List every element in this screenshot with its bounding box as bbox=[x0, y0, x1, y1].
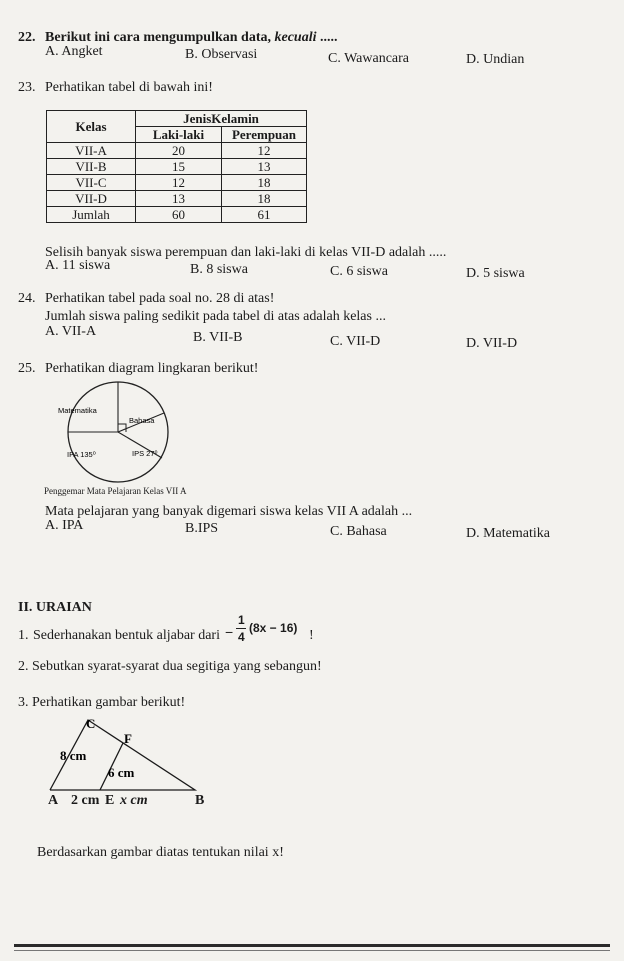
cell-perempuan: 61 bbox=[222, 207, 307, 223]
cell-kelas: VII-C bbox=[47, 175, 136, 191]
uraian-q1-end: ! bbox=[309, 628, 314, 643]
cell-perempuan: 12 bbox=[222, 143, 307, 159]
header-kelas: Kelas bbox=[47, 111, 136, 143]
table-row bbox=[47, 191, 307, 207]
q22-option-b[interactable]: B. Observasi bbox=[185, 47, 258, 62]
cell-kelas: VII-D bbox=[47, 191, 136, 207]
cell-laki: 20 bbox=[136, 143, 222, 159]
q25-option-b[interactable]: B.IPS bbox=[185, 521, 219, 536]
table-row bbox=[47, 175, 307, 191]
section-heading-uraian: II. URAIAN bbox=[18, 600, 92, 615]
cell-laki: 12 bbox=[136, 175, 222, 191]
q24-option-c[interactable]: C. VII-D bbox=[330, 334, 381, 349]
q23-option-a[interactable]: A. 11 siswa bbox=[45, 258, 111, 273]
pie-label-ips: IPS 27⁰ bbox=[132, 449, 158, 458]
q24-option-a[interactable]: A. VII-A bbox=[45, 324, 97, 339]
subject-pie-chart bbox=[40, 380, 180, 485]
q23-question: Selisih banyak siswa perempuan dan laki-laki di kelas VII-D adalah ..... bbox=[45, 245, 447, 260]
header-jenis-kelamin: JenisKelamin bbox=[136, 111, 307, 127]
cell-kelas: VII-A bbox=[47, 143, 136, 159]
table-row-total bbox=[47, 207, 307, 223]
header-perempuan: Perempuan bbox=[222, 127, 307, 143]
q23-text: Perhatikan tabel di bawah ini! bbox=[45, 80, 213, 95]
uraian-q1-text: Sederhanakan bentuk aljabar dari bbox=[33, 628, 220, 643]
q24-question: Jumlah siswa paling sedikit pada tabel di atas adalah kelas ... bbox=[45, 309, 386, 324]
cell-laki: 60 bbox=[136, 207, 222, 223]
side-ac-label: 8 cm bbox=[60, 748, 87, 763]
class-gender-table bbox=[46, 110, 307, 223]
uraian-q1-number: 1. bbox=[18, 628, 29, 643]
q22-number: 22. bbox=[18, 30, 36, 45]
q22-emphasis: kecuali bbox=[274, 30, 317, 45]
footer-rule-thin bbox=[14, 950, 610, 951]
q24-text: Perhatikan tabel pada soal no. 28 di atas! bbox=[45, 291, 275, 306]
uraian-q3-question: Berdasarkan gambar diatas tentukan nilai x! bbox=[37, 845, 284, 860]
pie-label-matematika: Matematika bbox=[58, 406, 97, 415]
fraction-bar bbox=[236, 628, 246, 629]
cell-perempuan: 18 bbox=[222, 191, 307, 207]
side-ef-label: 6 cm bbox=[108, 765, 135, 780]
pie-caption: Penggemar Mata Pelajaran Kelas VII A bbox=[44, 486, 187, 496]
q23-option-c[interactable]: C. 6 siswa bbox=[330, 264, 388, 279]
vertex-c-label: C bbox=[86, 716, 96, 731]
algebra-expression: (8x − 16) bbox=[249, 621, 298, 635]
vertex-f-label: F bbox=[124, 731, 132, 746]
vertex-e-label: E bbox=[105, 793, 115, 808]
q25-option-a[interactable]: A. IPA bbox=[45, 518, 84, 533]
header-laki-laki: Laki-laki bbox=[136, 127, 222, 143]
table-header-row bbox=[47, 111, 307, 127]
segment-ae-label: 2 cm bbox=[71, 793, 100, 808]
table-row bbox=[47, 159, 307, 175]
pie-label-bahasa: Bahasa bbox=[129, 416, 155, 425]
q24-option-d[interactable]: D. VII-D bbox=[466, 336, 518, 351]
q25-question: Mata pelajaran yang banyak digemari siswa kelas VII A adalah ... bbox=[45, 504, 413, 519]
fraction-minus: − bbox=[225, 624, 234, 640]
cell-kelas: Jumlah bbox=[47, 207, 136, 223]
q22-option-c[interactable]: C. Wawancara bbox=[328, 51, 410, 66]
q25-option-c[interactable]: C. Bahasa bbox=[330, 524, 387, 539]
q22-text-after: ..... bbox=[316, 30, 338, 45]
q25-number: 25. bbox=[18, 361, 36, 376]
segment-eb-label: x cm bbox=[120, 793, 148, 808]
uraian-q2: 2. Sebutkan syarat-syarat dua segitiga yang sebangun! bbox=[18, 659, 322, 674]
q24-number: 24. bbox=[18, 291, 36, 306]
pie-label-ipa: IPA 135⁰ bbox=[67, 450, 96, 459]
cell-perempuan: 13 bbox=[222, 159, 307, 175]
fraction-numerator: 1 bbox=[238, 613, 245, 627]
cell-perempuan: 18 bbox=[222, 175, 307, 191]
q22-text-before: Berikut ini cara mengumpulkan data, bbox=[45, 30, 275, 45]
q23-number: 23. bbox=[18, 80, 36, 95]
cell-kelas: VII-B bbox=[47, 159, 136, 175]
uraian-q3: 3. Perhatikan gambar berikut! bbox=[18, 695, 186, 710]
q22-option-a[interactable]: A. Angket bbox=[45, 44, 103, 59]
q24-option-b[interactable]: B. VII-B bbox=[193, 330, 243, 345]
cell-laki: 13 bbox=[136, 191, 222, 207]
footer-rule bbox=[14, 944, 610, 947]
q22-option-d[interactable]: D. Undian bbox=[466, 52, 525, 67]
vertex-b-label: B bbox=[195, 793, 205, 808]
vertex-a-label: A bbox=[48, 793, 59, 808]
fraction-denominator: 4 bbox=[238, 630, 245, 644]
q23-option-b[interactable]: B. 8 siswa bbox=[190, 262, 248, 277]
cell-laki: 15 bbox=[136, 159, 222, 175]
q25-text: Perhatikan diagram lingkaran berikut! bbox=[45, 361, 259, 376]
table-row bbox=[47, 143, 307, 159]
q25-option-d[interactable]: D. Matematika bbox=[466, 526, 550, 541]
q23-option-d[interactable]: D. 5 siswa bbox=[466, 266, 525, 281]
